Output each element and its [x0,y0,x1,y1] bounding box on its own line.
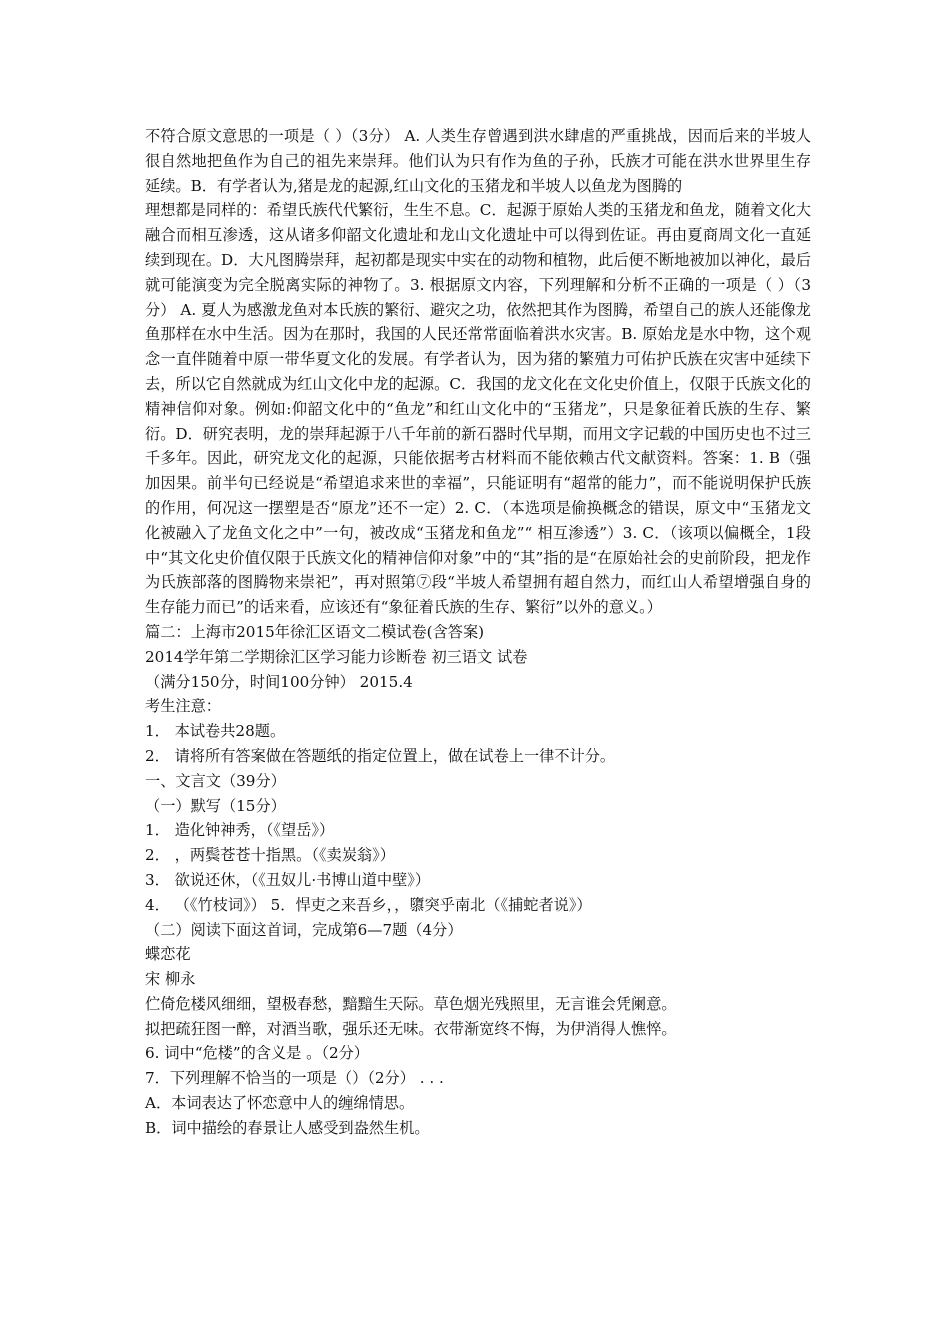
question-line: 6. 词中“危楼”的含义是 。（2分） [145,1044,369,1063]
notice-item: 2． 请将所有答案做在答题纸的指定位置上，做在试卷上一律不计分。 [145,746,616,765]
part-heading: 一、文言文（39分） [145,771,286,790]
notice-item: 1． 本试卷共28题。 [145,722,286,741]
answer-paragraph-2: 理想都是同样的：希望氏族代代繁衍，生生不息。C．起源于原始人类的玉猪龙和鱼龙，随着文化大融合而相互渗透，这从诸多仰韶文化遗址和龙山文化遗址中可以得到佐证。再由夏商周文化一直延续到现在。D．大凡图腾崇拜，起初都是现实中实在的动物和植物，此后便不断地被加以神化，最后就可能演变为完全脱离实际的神物了。3. 根据原文内容，下列理解和分析不正确的一项是（ ）（3分） A. 夏人为感激龙鱼对本氏族的繁衍、避灾之功，依然把其作为图腾，希望自己的族人还能像龙鱼那样在水中生活。因为在那时，我国的人民还常常面临着洪水灾害。B. 原始龙是水中物，这个观念一直伴随着中原一带华夏文化的发展。有学者认为，因为猪的繁殖力可佑护氏族在灾害中延续下去，所以它自然就成为红山文化中龙的起源。C．我国的龙文化在文化史价值上，仅限于氏族文化的精神信仰对象。例如:仰韶文化中的“鱼龙”和红山文化中的“玉猪龙”，只是象征着氏族的生存、繁衍。D．研究表明，龙的崇拜起源于八千年前的新石器时代早期，而用文字记载的中国历史也不过三千多年。因此，研究龙文化的起源，只能依据考古材料而不能依赖古代文献资料。答案：1. B（强加因果。前半句已经说是“希望追求来世的幸福”，只能证明有“超常的能力”，而不能说明保护氏族的作用，何况这一摆塑是否“原龙”还不一定）2. C．（本选项是偷换概念的错误，原文中“玉猪龙文化被融入了龙鱼文化之中”一句，被改成“玉猪龙和鱼龙”“ 相互渗透”）3. C．（该项以偏概全，1段中“其文化史价值仅限于氏族文化的精神信仰对象”中的“其”指的是“在原始社会的史前阶段，把龙作为氏族部落的图腾物来崇祀”，再对照第⑦段“半坡人希望拥有超自然力，而红山人希望增强自身的生存能力而已”的话来看，应该还有“象征着氏族的生存、繁衍”以外的意义。） [145,201,811,617]
question-line: 7．下列理解不恰当的一项是（）（2分） . . . [145,1069,444,1088]
poem-verse: 伫倚危楼风细细，望极春愁，黯黯生天际。草色烟光残照里，无言谁会凭阑意。 [145,994,677,1013]
subpart-heading: （一）默写（15分） [145,796,286,815]
poem-verse: 拟把疏狂图一醉，对酒当歌，强乐还无味。衣带渐宽终不悔，为伊消得人憔悴。 [145,1019,677,1038]
document-page [145,124,811,1141]
question-line: 2． ，两鬓苍苍十指黑。（《卖炭翁》） [145,846,395,865]
option-line: B．词中描绘的春景让人感受到盎然生机。 [145,1118,430,1137]
poem-author: 宋 柳永 [145,970,196,989]
question-line: 3． 欲说还休，（《丑奴儿·书博山道中壁》） [145,870,431,889]
poem-title: 蝶恋花 [145,945,191,964]
subpart-heading: （二）阅读下面这首词，完成第6—7题（4分） [145,920,463,939]
notice-heading: 考生注意： [145,697,221,716]
answer-paragraph-1: 不符合原文意思的一项是（ ）（3分） A. 人类生存曾遇到洪水肆虐的严重挑战，因而后来的半坡人很自然地把鱼作为自己的祖先来崇拜。他们认为只有作为鱼的子孙，氏族才可能在洪水世界里生存延续。B．有学者认为,猪是龙的起源,红山文化的玉猪龙和半坡人以鱼龙为图腾的 [145,127,811,195]
question-line: 1． 造化钟神秀，（《望岳》） [145,821,335,840]
exam-title: 2014学年第二学期徐汇区学习能力诊断卷 初三语文 试卷 [145,647,528,666]
option-line: A．本词表达了怀恋意中人的缠绵情思。 [145,1094,415,1113]
question-line: 4． （《竹枝词》） 5．悍吏之来吾乡，，隳突乎南北（《捕蛇者说》） [145,895,592,914]
exam-score-time: （满分150分，时间100分钟） 2015.4 [145,672,413,691]
section-heading: 篇二：上海市2015年徐汇区语文二模试卷(含答案) [145,622,485,641]
